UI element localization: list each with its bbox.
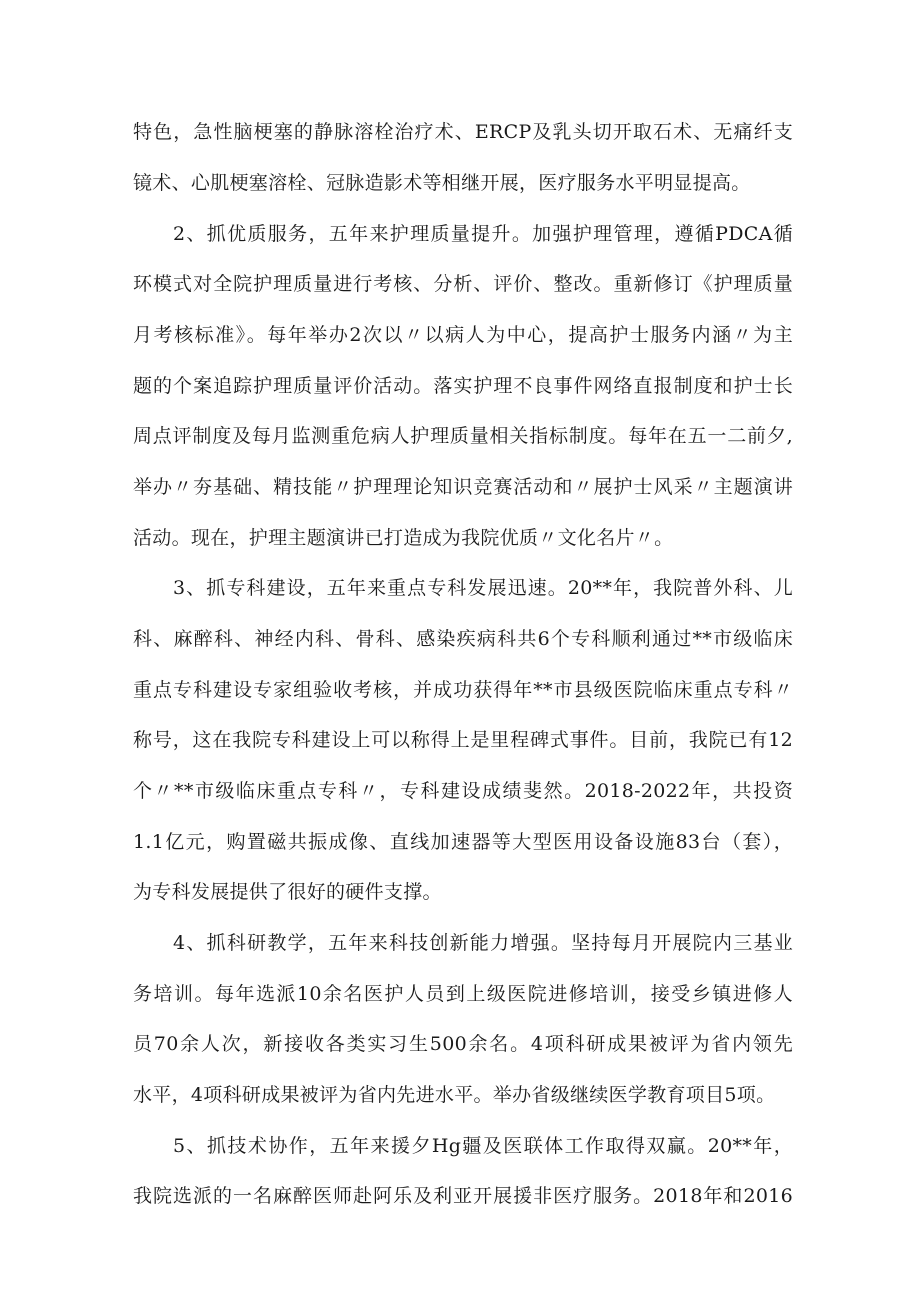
text-line: 举办〃夯基础、精技能〃护理理论知识竞赛活动和〃展护士风采〃主题演讲 bbox=[133, 476, 793, 498]
text-line: 镜术、心肌梗塞溶栓、冠脉造影术等相继开展，医疗服务水平明显提高。 bbox=[133, 172, 751, 194]
text-line: 水平，4项科研成果被评为省内先进水平。举办省级继续医学教育项目5项。 bbox=[133, 1084, 776, 1106]
text-line: 员70余人次，新接收各类实习生500余名。4项科研成果被评为省内领先 bbox=[133, 1033, 793, 1055]
paragraph-start-line: 2、抓优质服务，五年来护理质量提升。加强护理管理，遵循PDCA循 bbox=[173, 223, 793, 245]
text-line: 科、麻醉科、神经内科、骨科、感染疾病科共6个专科顺利通过**市级临床 bbox=[133, 628, 793, 650]
text-line: 1.1亿元，购置磁共振成像、直线加速器等大型医用设备设施83台（套）， bbox=[133, 831, 793, 853]
text-line: 为专科发展提供了很好的硬件支撑。 bbox=[133, 881, 442, 903]
paragraph-start-line: 3、抓专科建设，五年来重点专科发展迅速。20**年，我院普外科、儿 bbox=[173, 577, 793, 599]
text-line: 环模式对全院护理质量进行考核、分析、评价、整改。重新修订《护理质量 bbox=[133, 273, 793, 295]
text-line: 周点评制度及每月监测重危病人护理质量相关指标制度。每年在五一二前夕, bbox=[133, 425, 793, 447]
text-line: 月考核标准》。每年举办2次以〃以病人为中心，提高护士服务内涵〃为主 bbox=[133, 324, 793, 346]
text-line: 务培训。每年选派10余名医护人员到上级医院进修培训，接受乡镇进修人 bbox=[133, 983, 793, 1005]
text-line: 特色，急性脑梗塞的静脉溶栓治疗术、ERCP及乳头切开取石术、无痛纤支 bbox=[133, 121, 793, 143]
text-line: 活动。现在，护理主题演讲已打造成为我院优质〃文化名片〃。 bbox=[133, 527, 674, 549]
paragraph-start-line: 5、抓技术协作，五年来援夕Hg疆及医联体工作取得双赢。20**年， bbox=[173, 1135, 793, 1157]
paragraph-start-line: 4、抓科研教学，五年来科技创新能力增强。坚持每月开展院内三基业 bbox=[173, 932, 793, 954]
text-line: 重点专科建设专家组验收考核，并成功获得年**市县级医院临床重点专科〃 bbox=[133, 679, 793, 701]
text-line: 题的个案追踪护理质量评价活动。落实护理不良事件网络直报制度和护士长 bbox=[133, 375, 793, 397]
text-line: 称号，这在我院专科建设上可以称得上是里程碑式事件。目前，我院已有12 bbox=[133, 729, 793, 751]
text-line: 我院选派的一名麻醉医师赴阿乐及利亚开展援非医疗服务。2018年和2016 bbox=[133, 1185, 793, 1207]
text-line: 个〃**市级临床重点专科〃，专科建设成绩斐然。2018-2022年，共投资 bbox=[133, 780, 793, 802]
